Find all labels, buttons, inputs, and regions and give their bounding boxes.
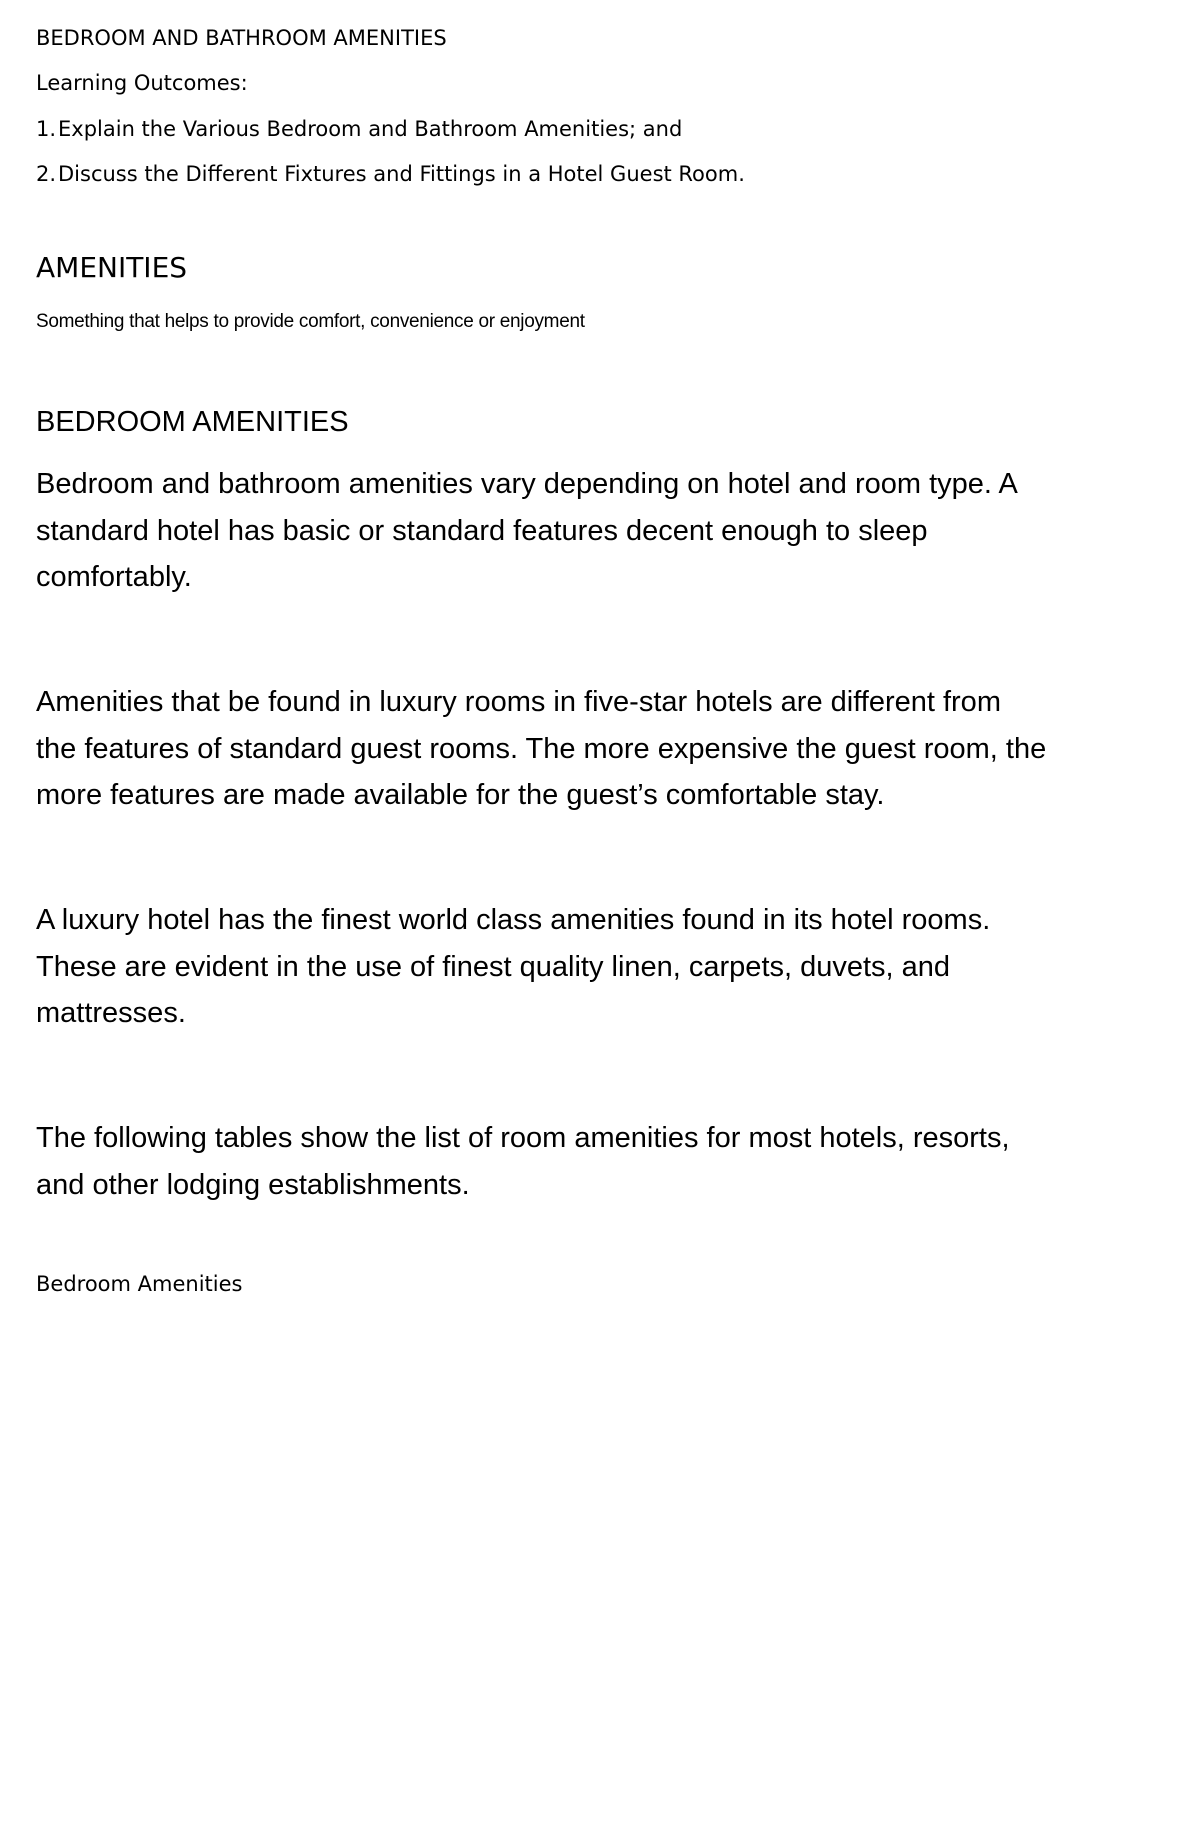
paragraph-line: more features are made available for the guest’s comfortable stay. bbox=[36, 779, 885, 811]
paragraph-line: Bedroom and bathroom amenities vary depending on hotel and room type. A bbox=[36, 468, 1018, 500]
bedroom-amenities-heading: BEDROOM AMENITIES bbox=[36, 406, 349, 438]
learning-outcome-item bbox=[36, 160, 745, 205]
paragraph-line: mattresses. bbox=[36, 997, 186, 1029]
learning-outcomes-heading: Learning Outcomes: bbox=[36, 71, 248, 95]
learning-outcome-text: Explain the Various Bedroom and Bathroom Amenities; and bbox=[58, 117, 683, 141]
paragraph-line: Amenities that be found in luxury rooms in five-star hotels are different from bbox=[36, 686, 1001, 718]
body-paragraph bbox=[36, 461, 1176, 601]
learning-outcomes-list bbox=[36, 115, 745, 205]
learning-outcome-number: 1. bbox=[36, 117, 57, 141]
learning-outcome-text: Discuss the Different Fixtures and Fittings in a Hotel Guest Room. bbox=[58, 162, 745, 186]
paragraph-line: the features of standard guest rooms. The more expensive the guest room, the bbox=[36, 732, 1047, 765]
paragraph-line: comfortably. bbox=[36, 561, 192, 593]
body-paragraph bbox=[36, 897, 1176, 1037]
table-caption: Bedroom Amenities bbox=[36, 1272, 243, 1296]
learning-outcome-number: 2. bbox=[36, 162, 57, 186]
paragraph-line: These are evident in the use of finest quality linen, carpets, duvets, and bbox=[36, 950, 951, 983]
learning-outcome-item bbox=[36, 115, 745, 160]
body-paragraph bbox=[36, 679, 1176, 819]
paragraph-line: and other lodging establishments. bbox=[36, 1168, 470, 1201]
body-paragraph bbox=[36, 1115, 1176, 1208]
document-title: BEDROOM AND BATHROOM AMENITIES bbox=[36, 26, 447, 50]
paragraph-line: A luxury hotel has the finest world class amenities found in its hotel rooms. bbox=[36, 904, 991, 936]
paragraph-line: The following tables show the list of room amenities for most hotels, resorts, bbox=[36, 1122, 1010, 1154]
paragraph-line: standard hotel has basic or standard features decent enough to sleep bbox=[36, 514, 928, 547]
amenities-definition: Something that helps to provide comfort, convenience or enjoyment bbox=[36, 311, 585, 332]
amenities-heading: AMENITIES bbox=[36, 251, 188, 284]
